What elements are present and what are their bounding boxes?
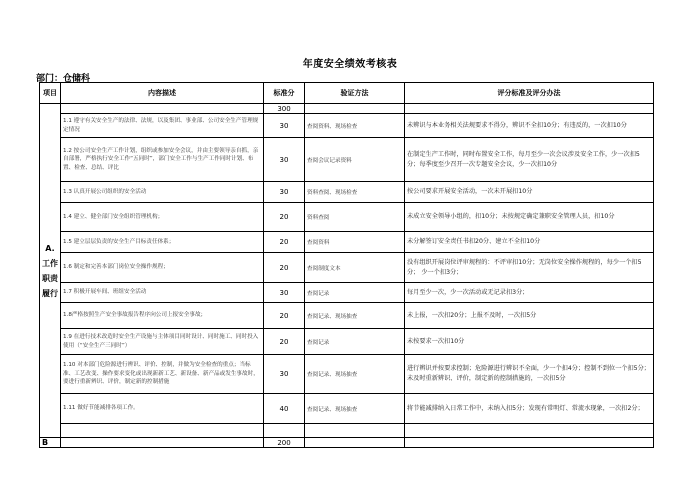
score-cell: 30: [264, 182, 305, 203]
table-row: [40, 253, 654, 283]
criteria-cell: 没有组织开展岗位评审规程的：不评审扣10分；无岗位安全操作规程的，每少一个扣5分； 少一个扣3分；: [405, 253, 654, 283]
table-row: [40, 232, 654, 253]
score-cell: 40: [264, 394, 305, 424]
category-a: A.工作职责履行: [40, 104, 61, 438]
score-cell: 20: [264, 232, 305, 253]
header-score: 标准分: [264, 83, 305, 104]
header-content: 内容描述: [61, 83, 264, 104]
criteria-cell: 未辨识与本业务相关法规要求不得分，辨识不全扣10分；有违反的，一次扣10分: [405, 114, 654, 138]
empty-row: [40, 424, 654, 438]
criteria-cell: 未成立安全领导小组的，扣10分；未按规定确定兼职安全管理人员，扣10分: [405, 203, 654, 232]
criteria-cell: 每月至少一次，少一次活动或无记录扣3分；: [405, 283, 654, 303]
method-cell: 查阅记录: [305, 329, 405, 355]
content-cell: 1.11 做好节能减排各项工作。: [61, 394, 264, 424]
method-cell: 资料查阅、现场检查: [305, 182, 405, 203]
score-cell: 20: [264, 303, 305, 329]
table-row: [40, 138, 654, 182]
score-cell: 30: [264, 114, 305, 138]
method-cell: 资料查阅: [305, 203, 405, 232]
table-row: [40, 203, 654, 232]
section-b-total-row: [40, 438, 654, 448]
score-cell: 30: [264, 355, 305, 394]
category-b: B: [40, 438, 61, 448]
content-cell: 1.7 积极开展车间、班组安全活动: [61, 283, 264, 303]
table-row: [40, 283, 654, 303]
content-cell: 1.6 制定和完善本部门岗位安全操作规程；: [61, 253, 264, 283]
header-method: 验证方法: [305, 83, 405, 104]
table-row: [40, 182, 654, 203]
criteria-cell: 未分解签订安全责任书扣20分、建立不全扣10分: [405, 232, 654, 253]
score-cell: 20: [264, 329, 305, 355]
content-cell: 1.9 在进行技术改造时安全生产设施与主体项目同时设计、同时施工、同时投入使用（“安全生产三同时”）: [61, 329, 264, 355]
score-cell: 20: [264, 203, 305, 232]
criteria-cell: 未按要求一次扣10分: [405, 329, 654, 355]
content-cell: 1.4 建立、健全部门安全组织管理机构；: [61, 203, 264, 232]
header-row: [40, 83, 654, 104]
section-a-total: 300: [264, 104, 305, 114]
table-row: [40, 355, 654, 394]
score-cell: 30: [264, 283, 305, 303]
method-cell: 查阅记录、现场抽查: [305, 303, 405, 329]
header-criteria: 评分标准及评分办法: [405, 83, 654, 104]
method-cell: 查阅记录、现场抽查: [305, 355, 405, 394]
method-cell: 查阅资料: [305, 232, 405, 253]
method-cell: 查阅记录: [305, 283, 405, 303]
content-cell: 1.1 遵守有关安全生产的法律、法规，以及集团、事业部、公司安全生产管理规定情况: [61, 114, 264, 138]
criteria-cell: 未上报，一次扣20分；上报不及时，一次扣5分: [405, 303, 654, 329]
score-cell: 30: [264, 138, 305, 182]
criteria-cell: 按公司要求开展安全活动，一次未开展扣10分: [405, 182, 654, 203]
section-a-total-row: [40, 104, 654, 114]
department-label: 部门：仓储科: [36, 74, 91, 84]
method-cell: 查阅记录、现场抽查: [305, 394, 405, 424]
content-cell: 1.2 按公司安全生产工作计划，组织或参加安全会议，并由主要领导亲自抓，亲自部署，严格执行安全工作“五同时”，部门安全工作与生产工作同时计划、布置、检查、总结、评比: [61, 138, 264, 182]
table-row: [40, 329, 654, 355]
page-title: 年度安全绩效考核表: [302, 59, 398, 70]
criteria-cell: 将节能减排纳入日常工作中，未纳入扣5分；发现有常明灯、常流水现象，一次扣2分；: [405, 394, 654, 424]
section-b-total: 200: [264, 438, 305, 448]
content-cell: 1.8严格按照生产安全事故报告程序向公司上报安全事故；: [61, 303, 264, 329]
method-cell: 查阅会议记录资料: [305, 138, 405, 182]
score-cell: 20: [264, 253, 305, 283]
criteria-cell: 进行辨识并按要求控制；危险源进行辨识不全面，少一个扣4分；控制不到位一个扣5分；未及时重新辨识、评价，制定新的控制措施的，一次扣5分: [405, 355, 654, 394]
method-cell: 查阅资料、现场检查: [305, 114, 405, 138]
table-row: [40, 303, 654, 329]
table-row: [40, 394, 654, 424]
assessment-table: [39, 82, 654, 448]
content-cell: 1.3 认真开展公司组织的安全活动: [61, 182, 264, 203]
header-item: 项目: [40, 83, 61, 104]
method-cell: 查阅制度文本: [305, 253, 405, 283]
criteria-cell: 在制定生产工作时，同时布置安全工作，每月至少一次会议涉及安全工作，少一次扣5分；每季度至少召开一次专题安全会议，少一次扣10分: [405, 138, 654, 182]
table-row: [40, 114, 654, 138]
content-cell: 1.10 对本部门危险源进行辨识、评价、控制，并做为安全检查的重点；当标准、工艺改变、操作要求变化或出现新新工艺、新设备、新产品或发生事故时，要进行重新辨识、评价，制定新的控制措施: [61, 355, 264, 394]
content-cell: 1.5 建立层层负责的安全生产目标责任体系；: [61, 232, 264, 253]
